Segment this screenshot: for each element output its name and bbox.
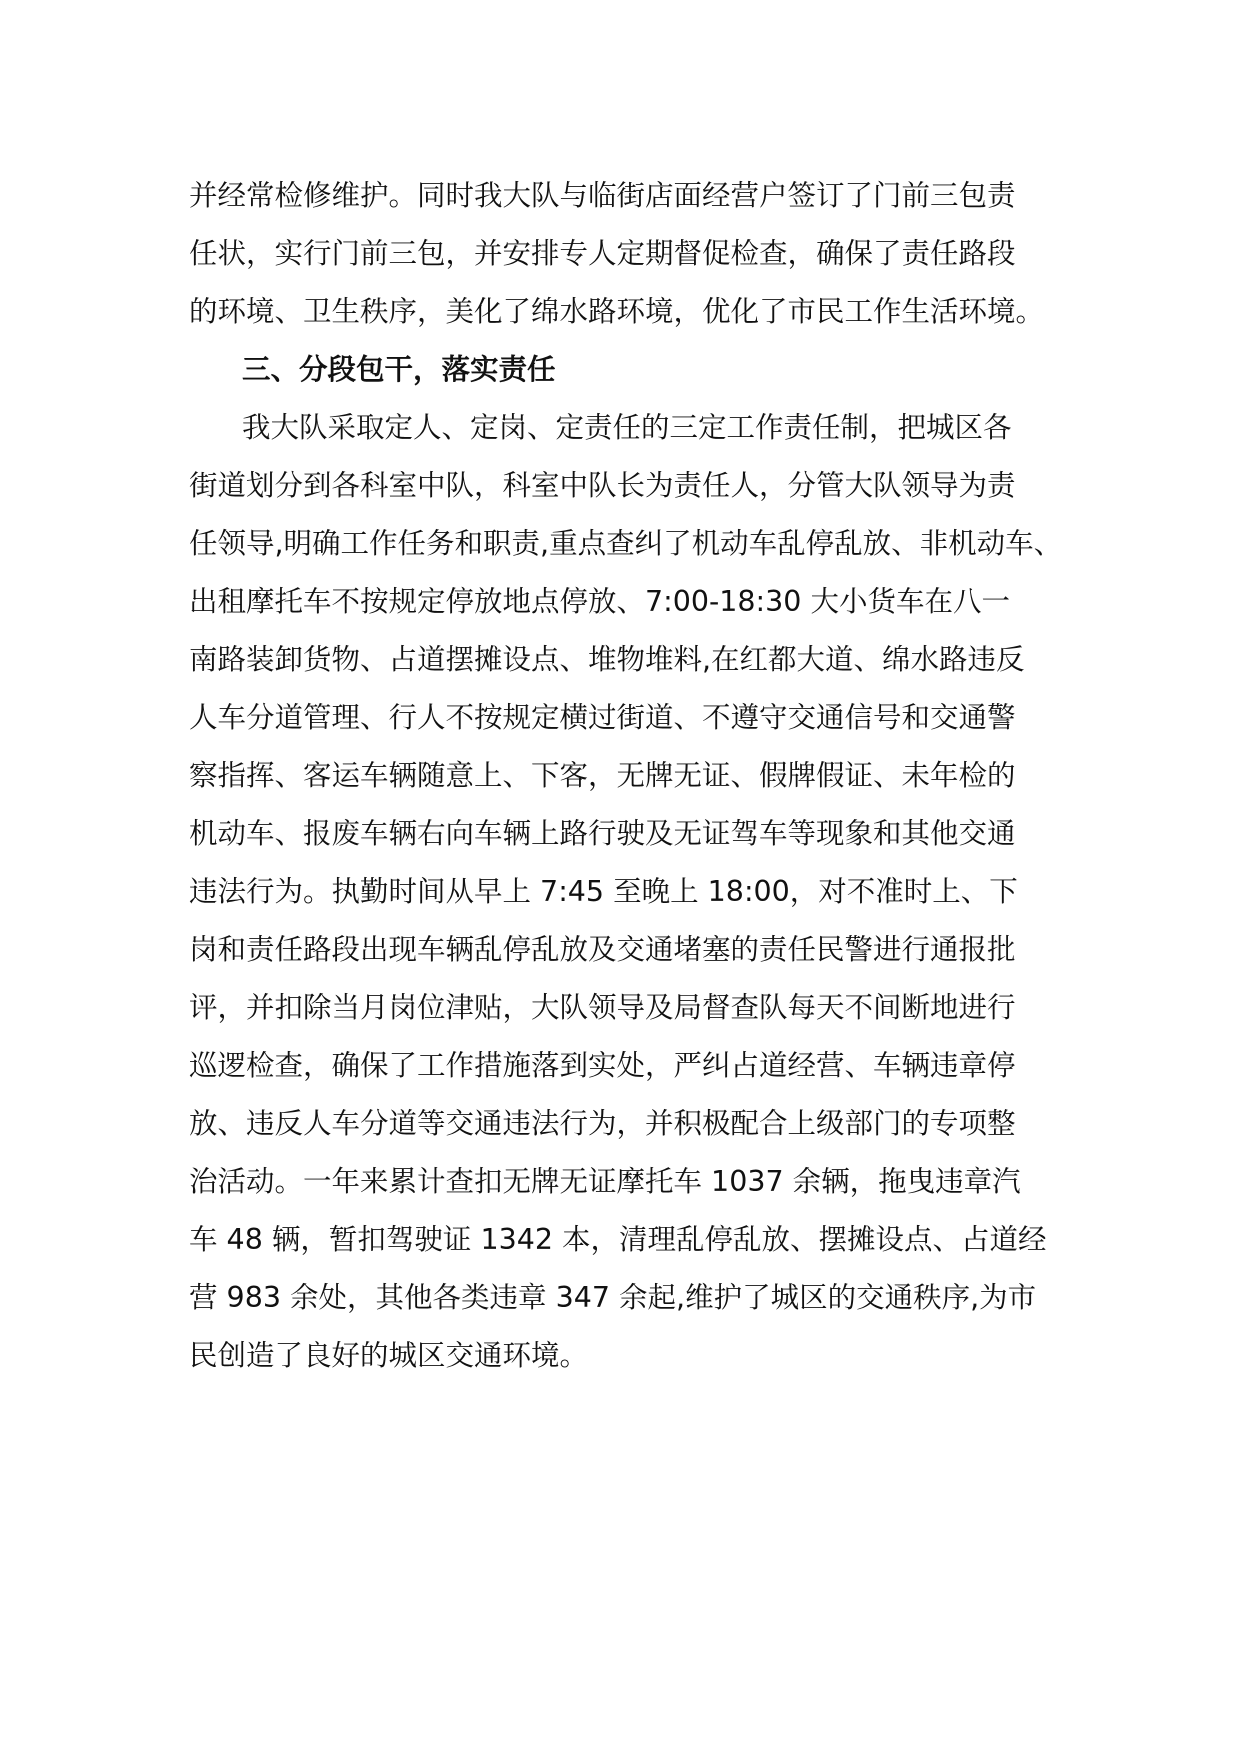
text-line: 营 983 余处，其他各类违章 347 余起,维护了城区的交通秩序,为市	[189, 1281, 1037, 1314]
text-line: 我大队采取定人、定岗、定责任的三定工作责任制，把城区各	[242, 411, 1012, 444]
text-line: 出租摩托车不按规定停放地点停放、7:00-18:30 大小货车在八一	[189, 585, 1010, 618]
text-line: 任领导,明确工作任务和职责,重点查纠了机动车乱停乱放、非机动车、	[189, 527, 1063, 560]
text-line: 街道划分到各科室中队，科室中队长为责任人，分管大队领导为责	[189, 469, 1016, 502]
text-line: 任状，实行门前三包，并安排专人定期督促检查，确保了责任路段	[189, 237, 1016, 270]
text-line: 放、违反人车分道等交通违法行为，并积极配合上级部门的专项整	[189, 1107, 1016, 1140]
text-line: 车 48 辆，暂扣驾驶证 1342 本，清理乱停乱放、摆摊设点、占道经	[189, 1223, 1047, 1256]
text-line: 评，并扣除当月岗位津贴，大队领导及局督查队每天不间断地进行	[189, 991, 1016, 1024]
text-line: 治活动。一年来累计查扣无牌无证摩托车 1037 余辆，拖曳违章汽	[189, 1165, 1021, 1198]
text-line: 违法行为。执勤时间从早上 7:45 至晚上 18:00，对不准时上、下	[189, 875, 1018, 908]
text-line: 民创造了良好的城区交通环境。	[189, 1339, 589, 1372]
text-line: 机动车、报废车辆右向车辆上路行驶及无证驾车等现象和其他交通	[189, 817, 1016, 850]
text-line: 的环境、卫生秩序，美化了绵水路环境，优化了市民工作生活环境。	[189, 295, 1045, 328]
text-line: 并经常检修维护。同时我大队与临街店面经营户签订了门前三包责	[189, 179, 1016, 212]
text-line: 南路装卸货物、占道摆摊设点、堆物堆料,在红都大道、绵水路违反	[189, 643, 1025, 676]
section-heading: 三、分段包干，落实责任	[242, 353, 556, 386]
text-line: 巡逻检查，确保了工作措施落到实处，严纠占道经营、车辆违章停	[189, 1049, 1016, 1082]
text-line: 岗和责任路段出现车辆乱停乱放及交通堵塞的责任民警进行通报批	[189, 933, 1016, 966]
text-line: 察指挥、客运车辆随意上、下客，无牌无证、假牌假证、未年检的	[189, 759, 1016, 792]
text-line: 人车分道管理、行人不按规定横过街道、不遵守交通信号和交通警	[189, 701, 1016, 734]
